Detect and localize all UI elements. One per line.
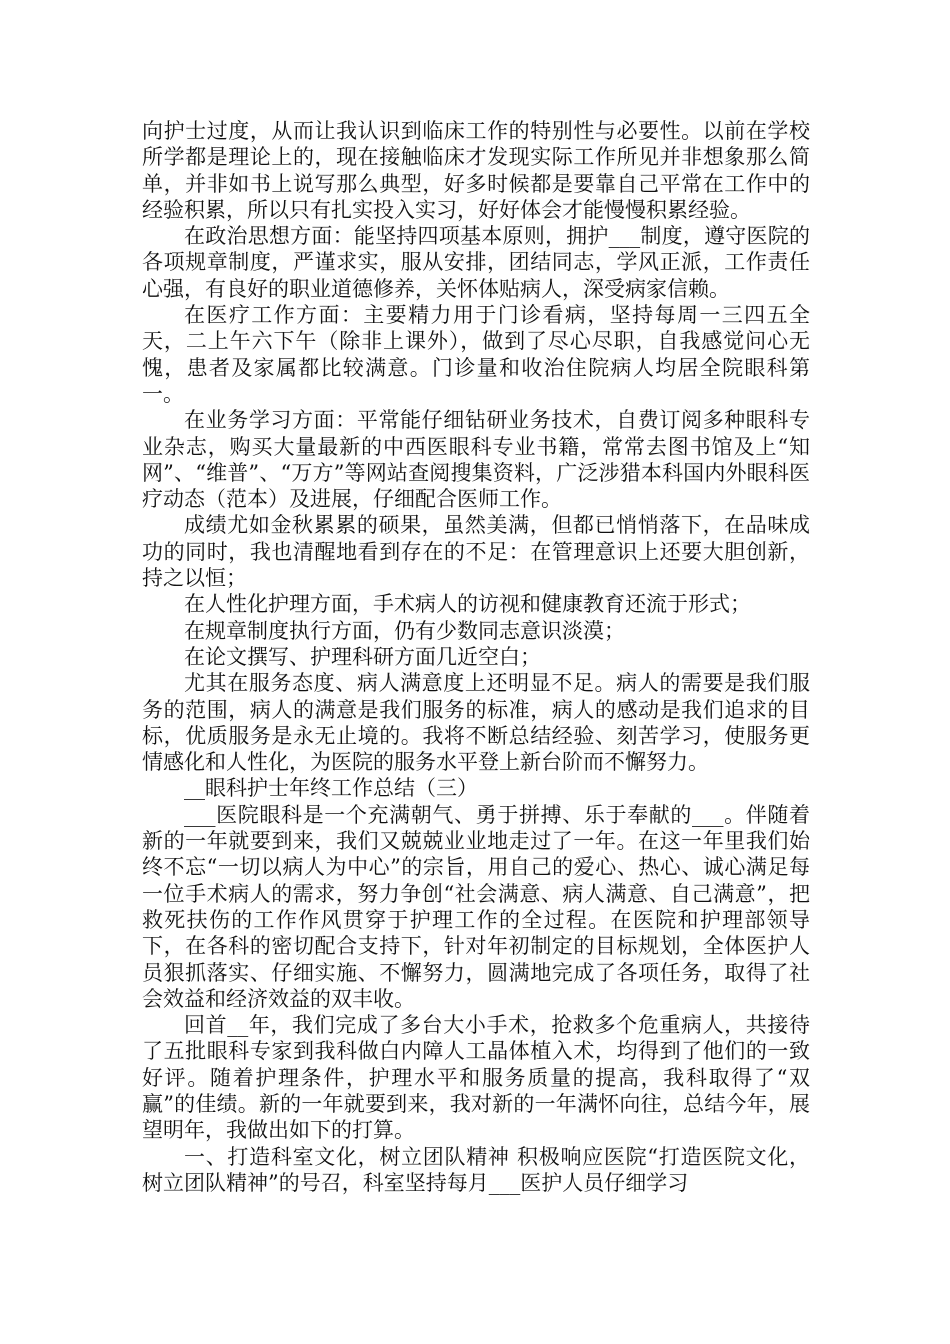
paragraph-humanized-care: 在人性化护理方面，手术病人的访视和健康教育还流于形式；: [184, 592, 751, 617]
paragraph-professional-study: 在业务学习方面：平常能仔细钻研业务技术，自费订阅多种眼科专业杂志，购买大量最新的中西医眼科专业书籍，常常去图书馆及上“知网”、“维普”、“万方”等网站查阅搜集资料，广泛涉猎本科国内外眼科医疗动态（范本）及进展，仔细配合医师工作。: [142, 408, 810, 512]
paragraph-service-attitude: 尤其在服务态度、病人满意度上还明显不足。病人的需要是我们服务的范围，病人的满意是我们服务的标准，病人的感动是我们追求的目标，优质服务是永无止境的。我将不断总结经验、刻苦学习，使服务更情感化和人性化，为医院的服务水平登上新台阶而不懈努力。: [142, 671, 810, 775]
document-page: [142, 118, 810, 1196]
paragraph-research: 在论文撰写、护理科研方面几近空白；: [184, 644, 541, 669]
paragraph-political-thought: 在政治思想方面：能坚持四项基本原则，拥护___制度，遵守医院的各项规章制度，严谨求实，服从安排，团结同志，学风正派，工作责任心强，有良好的职业道德修养，关怀体贴病人，深受病家信赖。: [142, 224, 810, 301]
paragraph-intro-continuation: 向护士过度，从而让我认识到临床工作的特别性与必要性。以前在学校所学都是理论上的，现在接触临床才发现实际工作所见并非想象那么简单，并非如书上说写那么典型，好多时候都是要靠自己平常在工作中的经验积累，所以只有扎实投入实习，好好体会才能慢慢积累经验。: [142, 119, 810, 222]
paragraph-ophthalmology-overview: ___医院眼科是一个充满朝气、勇于拼搏、乐于奉献的___。伴随着新的一年就要到来，我们又兢兢业业地走过了一年。在这一年里我们始终不忘“一切以病人为中心”的宗旨，用自己的爱心、热心、诚心满足每一位手术病人的需求，努力争创“社会满意、病人满意、自己满意”，把救死扶伤的工作作风贯穿于护理工作的全过程。在医院和护理部领导下，在各科的密切配合支持下，针对年初制定的目标规划，全体医护人员狠抓落实、仔细实施、不懈努力，圆满地完成了各项任务，取得了社会效益和经济效益的双丰收。: [142, 802, 810, 1011]
paragraph-medical-work: 在医疗工作方面：主要精力用于门诊看病，坚持每周一三四五全天，二上午六下午（除非上课外），做到了尽心尽职，自我感觉问心无愧，患者及家属都比较满意。门诊量和收治住院病人均居全院眼科第一。: [142, 303, 810, 406]
paragraph-achievements: 成绩尤如金秋累累的硕果，虽然美满，但都已悄悄落下，在品味成功的同时，我也清醒地看到存在的不足：在管理意识上还要大胆创新，持之以恒；: [142, 513, 810, 591]
paragraph-team-culture: 一、打造科室文化，树立团队精神 积极响应医院“打造医院文化，树立团队精神”的号召，科室坚持每月___医护人员仔细学习: [142, 1144, 810, 1195]
paragraph-year-review: 回首__年，我们完成了多台大小手术，抢救多个危重病人，共接待了五批眼科专家到我科做白内障人工晶体植入术，均得到了他们的一致好评。随着护理条件，护理水平和服务质量的提高，我科取得了“双赢”的佳绩。新的一年就要到来，我对新的一年满怀向往，总结今年，展望明年，我做出如下的打算。: [142, 1013, 810, 1143]
paragraph-rules-execution: 在规章制度执行方面，仍有少数同志意识淡漠；: [184, 618, 625, 643]
section-heading-summary-three: __眼科护士年终工作总结（三）: [184, 776, 478, 801]
